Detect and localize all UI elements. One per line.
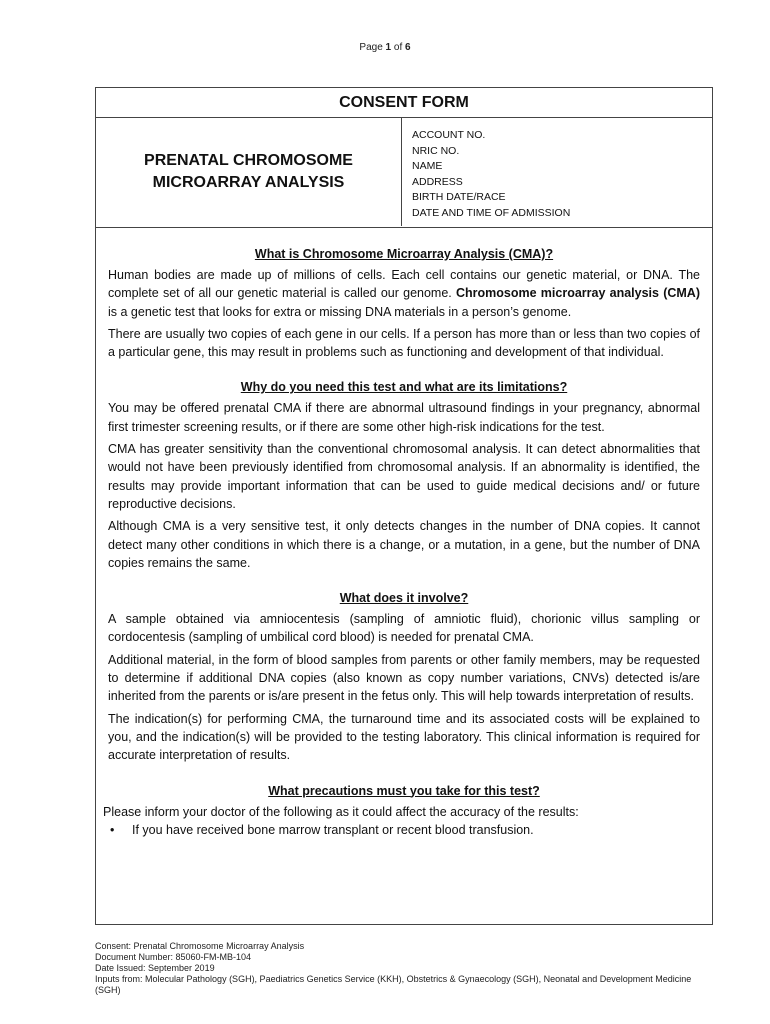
patient-fields [412,128,570,221]
field-nric-no: NRIC NO. [412,144,460,157]
footer-line-2: Document Number: 85060-FM-MB-104 [95,952,252,962]
page-of: of [393,42,403,53]
paragraph-what-is-2: There are usually two copies of each gene in our cells. If a person has more than or less than two copies of a particular gene, this may result in problems such as functioning and development of that individual. [108,326,700,360]
form-header [96,118,712,228]
form-content [96,247,712,839]
field-address: ADDRESS [412,175,463,188]
paragraph-involve-2: Additional material, in the form of blood samples from parents or other family members, may be requested to determine if additional DNA copies (also known as copy number variations, CNVs) detected is/are inherited from the parents or is/are present in the fetus only. This will help towards interpretation of results. [108,652,700,704]
form-title: CONSENT FORM [96,88,712,118]
paragraph-why-3: Although CMA is a very sensitive test, it only detects changes in the number of DNA copies. It cannot detect many other conditions in which there is a change, or a mutation, in a gene, but the number of DNA copies remains the same. [108,519,700,570]
heading-why-test: Why do you need this test and what are its limitations? [240,380,568,395]
paragraph-what-is-1-b: is a genetic test that looks for extra or missing DNA materials in a person’s genome. [108,304,572,319]
heading-what-is-cma: What is Chromosome Microarray Analysis (CMA)? [254,247,554,261]
footer-line-3: Date Issued: September 2019 [95,963,215,973]
paragraph-why-2: CMA has greater sensitivity than the conventional chromosomal analysis. It can detect abnormalities that would not have been previously identified from chromosomal analysis. If an abnormality is identified, the results may provide important information that can be used to guide medical decisions and/ or future reproductive decisions. [108,442,700,511]
field-account-no: ACCOUNT NO. [412,129,486,141]
page-label: Page [359,42,383,53]
paragraph-what-is-1-a: Human bodies are made up of millions of cells. Each cell contains our genetic material, or DNA. The complete set of all our genetic material is called our genome. [108,268,700,301]
heading-what-involve: What does it involve? [339,591,469,606]
heading-precautions: What precautions must you take for this test? [268,783,540,798]
precautions-bullet-1 [108,821,700,839]
paragraph-involve-1: A sample obtained via amniocentesis (sampling of amniotic fluid), chorionic villus sampling or cordocentesis (sampling of umbilical cord blood) is needed for prenatal CMA. [108,612,700,645]
test-title [96,118,402,226]
paragraph-what-is-1-bold: Chromosome microarray analysis (CMA) [456,286,700,301]
precautions-bullet-1-text: If you have received bone marrow transplant or recent blood transfusion. [132,822,534,837]
precautions-intro: Please inform your doctor of the following as it could affect the accuracy of the results: [103,804,579,819]
paragraph-why-1: You may be offered prenatal CMA if there are abnormal ultrasound findings in your pregnancy, abnormal first trimester screening results, or if there are some other high-risk indications for the test. [108,401,700,434]
field-date-time-admission: DATE AND TIME OF ADMISSION [412,206,571,219]
test-title-line-2: MICROARRAY ANALYSIS [152,174,345,191]
consent-form-frame [95,87,713,925]
page-total: 6 [405,42,411,53]
field-name: NAME [412,160,443,172]
page-number [0,42,770,53]
footer-line-1: Consent: Prenatal Chromosome Microarray Analysis [95,941,305,951]
page-current: 1 [385,42,392,53]
paragraph-what-is-1 [108,266,700,321]
paragraph-involve-3: The indication(s) for performing CMA, the turnaround time and its associated costs will be explained to you, and the indication(s) will be provided to the testing laboratory. This clinical information is required for accurate interpretation of results. [108,711,700,763]
test-title-line-1: PRENATAL CHROMOSOME [144,152,353,169]
document-footer [95,941,715,996]
bullet-icon: • [110,822,115,837]
field-birth-date-race: BIRTH DATE/RACE [412,191,506,203]
footer-line-4: Inputs from: Molecular Pathology (SGH), Paediatrics Genetics Service (KKH), Obstetrics & Gynaecology (SGH), Neonatal and Development Medicine (SGH) [95,974,692,995]
